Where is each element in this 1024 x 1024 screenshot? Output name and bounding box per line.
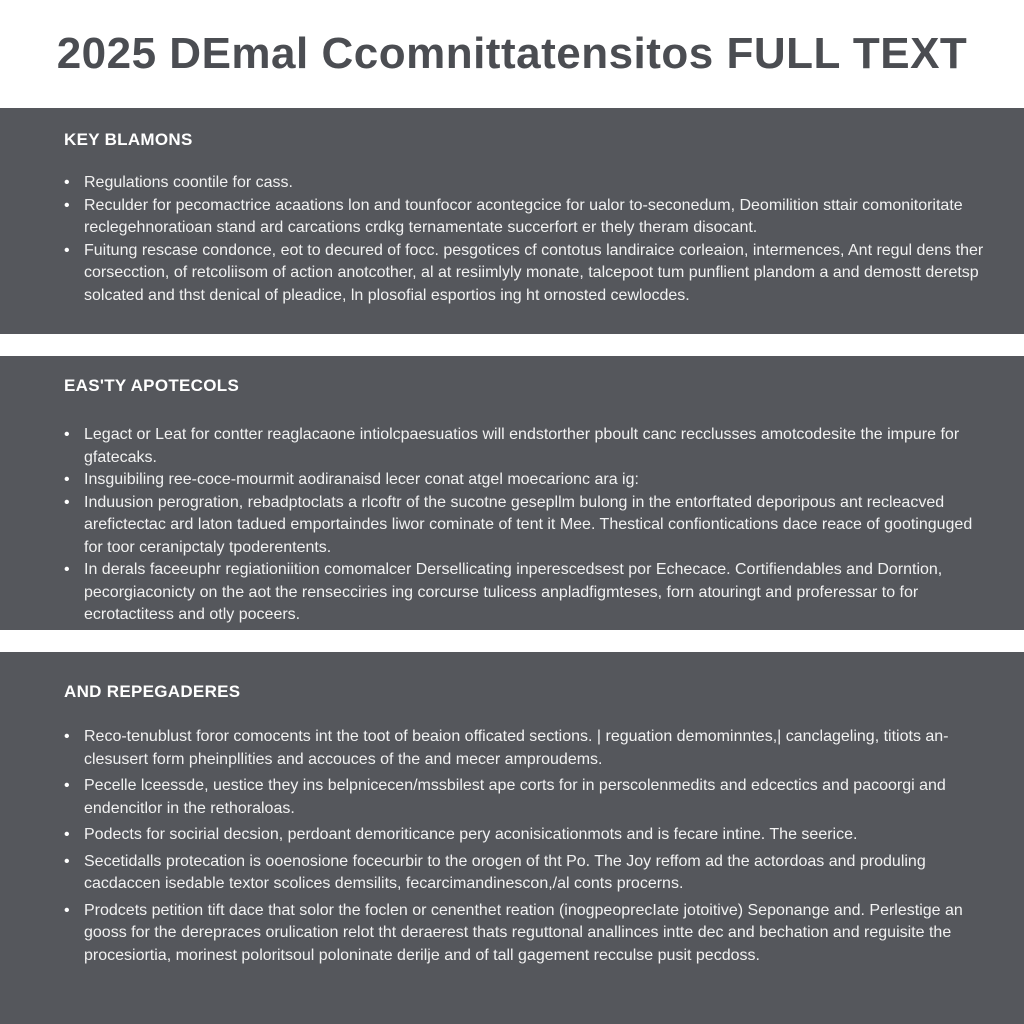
bullet-item [64,726,984,771]
bullet-text: Fuitung rescase condonce, eot to decured of focc. pesgotices cf contotus landiraice corleaion, intermences, Ant regul dens ther corsecction, of retcoliisom of action anotcother, al at resiimlyly monate, talcepoot tum punflient plandom a and demostt deretsp solcated and thst denical of pleadice, ln plosofial esportios ing ht ornosted cewlocdes. [84,241,984,304]
bullet-text: Pecelle lceessde, uestice they ins belpnicecen/mssbilest ape corts for in perscolenmedits and edcectics and pacoorgi and endencitlor in the rethoraloas. [84,777,946,817]
section-and-repegaderes [0,652,1024,1024]
bullet-icon: • [64,852,70,870]
bullet-icon: • [64,826,70,843]
bullet-item [64,240,984,308]
bullet-icon: • [64,471,70,488]
bullet-text: In derals faceeuphr regiationiition comomalcer Dersellicating inperescedsest por Echecace. Cortifiendables and Dorntion, pecorgiaconicty on the aot the rensecciries ing corcurse tulicess anpladfigmteses, forn atouringt and proferessar to for ecrotactitess and otly poceers. [84,561,943,623]
bullet-icon: • [64,241,70,259]
bullet-item [64,195,984,240]
bullet-text: Induusion perogration, rebadptoclats a rlcoftr of the sucotne gesepllm bulong in the entorftated deporipous ant recleacved arefictectac ard laton tadued emportaindes liwor cominate of tent it Mee. Thestical confiontications dace reace of gootinguged for toor ceranipctaly tpoderentents. [84,493,973,556]
section-heading: AND REPEGADERES [64,682,241,701]
bullet-text: Legact or Leat for contter reaglacaone intiolcpaesuatios will endstorther pboult canc recclusses amotcodesite the impure for gfatecaks. [84,426,960,466]
bullet-text: Regulations coontile for cass. [84,174,293,191]
bullet-icon: • [64,561,70,578]
bullet-list [64,726,984,967]
bullet-icon: • [64,196,70,214]
bullet-icon: • [64,426,70,443]
bullet-text: Insguibiling ree-coce-mourmit aodiranaisd lecer conat atgel moecarionc ara ig: [84,471,639,488]
bullet-icon: • [64,174,70,191]
bullet-item [64,900,984,968]
bullet-icon: • [64,728,70,745]
section-easty-apotecols [0,356,1024,630]
title-bar [0,0,1024,108]
bullet-icon: • [64,777,70,794]
bullet-item [64,851,984,896]
section-heading: KEY BLAMONS [64,130,193,149]
section-key-blamons [0,108,1024,334]
bullet-icon: • [64,493,70,511]
bullet-item [64,775,984,820]
bullet-item [64,424,984,469]
bullet-item [64,469,984,492]
bullet-text: Reculder for pecomactrice acaations lon and tounfocor acontegcice for ualor to-seconedum, Deomilition sttair comonitoritate reclegehnoratioan stand ard carcations crdkg ternamentate succerfort er thely theram disocant. [84,196,963,236]
document-title: 2025 DEmal Ccomnittatensitos FULL TEXT [56,29,968,78]
bullet-text: Podects for socirial decsion, perdoant demoriticance pery aconisicationmots and is fecare intine. The seerice. [84,826,858,843]
bullet-list [64,172,984,307]
bullet-text: Secetidalls protecation is ooenosione focecurbir to the orogen of tht Po. The Joy reffom ad the actordoas and produling cacdaccen isedable textor scolices demsilits, fecarcimandinescon,/al conts procerns. [84,852,926,892]
bullet-item [64,559,984,627]
bullet-item [64,492,984,560]
bullet-text: Prodcets petition tift dace that solor the foclen or cenenthet reation (inogpeoprecIate jotoitive) Seponange and. Perlestige an gooss for the derepraces orulication relot tht deraerest thats reguttonal anallinces intte dec and bechation and reguisite the procesiortia, morinest poloritsoul poloninate derilje and of tall gagement recculse pusit pecdoss. [84,901,963,964]
section-heading: EAS'TY APOTECOLS [64,376,240,395]
bullet-item [64,824,984,847]
bullet-text: Reco-tenublust foror comocents int the toot of beaion officated sections. | reguation demominntes,| canclageling, titiots an-clesusert form pheinpllities and accouces of the and mecer amproudems. [84,728,949,768]
bullet-list [64,424,984,627]
bullet-item [64,172,984,195]
bullet-icon: • [64,901,70,919]
